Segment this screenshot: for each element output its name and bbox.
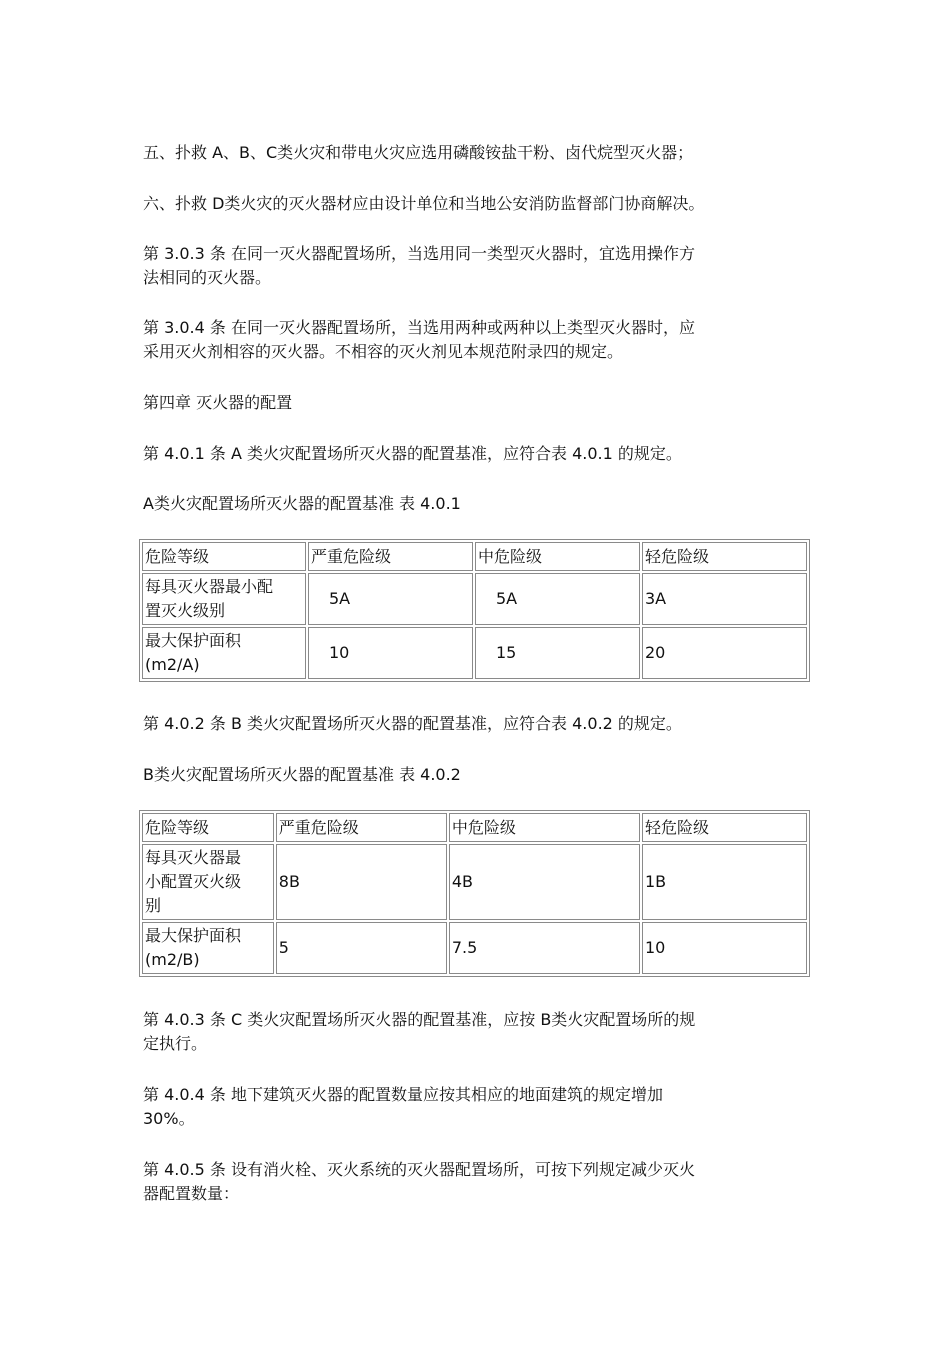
table-4-0-1-caption: A类火灾配置场所灭火器的配置基准 表 4.0.1 (143, 494, 461, 513)
table-row-label (142, 573, 306, 625)
table-row (142, 922, 807, 974)
row-label-line: 置灭火级别 (145, 601, 226, 620)
article-4-0-4-line1: 第 4.0.4 条 地下建筑灭火器的配置数量应按其相应的地面建筑的规定增加 (143, 1085, 663, 1104)
table-header-cell: 严重危险级 (308, 542, 473, 571)
table-cell: 10 (642, 922, 807, 974)
table-header-cell: 轻危险级 (642, 813, 807, 842)
table-cell: 3A (642, 573, 807, 625)
table-4-0-1 (139, 539, 810, 682)
table-cell: 4B (449, 844, 640, 920)
table-row (142, 542, 807, 571)
article-3-0-3-line2: 法相同的灭火器。 (143, 268, 272, 287)
article-4-0-5-line2: 器配置数量： (143, 1184, 240, 1203)
article-4-0-3 (143, 1008, 803, 1056)
table-4-0-2 (139, 810, 810, 977)
article-3-0-4-line1: 第 3.0.4 条 在同一灭火器配置场所，当选用两种或两种以上类型灭火器时，应 (143, 318, 695, 337)
row-label-line: (m2/B) (145, 950, 200, 969)
row-label-line: 每具灭火器最小配 (145, 577, 274, 596)
table-row (142, 844, 807, 920)
table-cell: 5A (475, 573, 640, 625)
table-header-cell: 严重危险级 (276, 813, 447, 842)
article-4-0-3-line2: 定执行。 (143, 1034, 208, 1053)
table-cell: 10 (308, 627, 473, 679)
row-label-line: 最大保护面积 (145, 631, 242, 650)
table-row (142, 813, 807, 842)
table-cell: 8B (276, 844, 447, 920)
chapter-4-title: 第四章 灭火器的配置 (143, 393, 293, 412)
article-4-0-5-line1: 第 4.0.5 条 设有消火栓、灭火系统的灭火器配置场所，可按下列规定减少灭火 (143, 1160, 695, 1179)
table-cell: 7.5 (449, 922, 640, 974)
article-4-0-5 (143, 1158, 803, 1206)
table-row-label (142, 922, 274, 974)
article-4-0-1: 第 4.0.1 条 A 类火灾配置场所灭火器的配置基准，应符合表 4.0.1 的规定。 (143, 444, 682, 463)
article-4-0-4 (143, 1083, 803, 1131)
table-header-cell: 中危险级 (449, 813, 640, 842)
table-cell: 5A (308, 573, 473, 625)
table-cell: 1B (642, 844, 807, 920)
article-3-0-4 (143, 316, 803, 364)
table-cell: 5 (276, 922, 447, 974)
row-label-line: 别 (145, 896, 162, 915)
row-label-line: 最大保护面积 (145, 926, 242, 945)
table-4-0-2-caption: B类火灾配置场所灭火器的配置基准 表 4.0.2 (143, 765, 461, 784)
clause-six: 六、扑救 D类火灾的灭火器材应由设计单位和当地公安消防监督部门协商解决。 (143, 194, 705, 213)
article-4-0-3-line1: 第 4.0.3 条 C 类火灾配置场所灭火器的配置基准，应按 B类火灾配置场所的规 (143, 1010, 696, 1029)
article-3-0-3 (143, 242, 803, 290)
row-label-line: (m2/A) (145, 655, 200, 674)
clause-five: 五、扑救 A、B、C类火灾和带电火灾应选用磷酸铵盐干粉、卤代烷型灭火器； (143, 143, 694, 162)
row-label-line: 小配置灭火级 (145, 872, 242, 891)
table-header-cell: 危险等级 (142, 542, 306, 571)
table-row-label (142, 844, 274, 920)
table-cell: 20 (642, 627, 807, 679)
table-cell: 15 (475, 627, 640, 679)
table-row (142, 627, 807, 679)
article-3-0-4-line2: 采用灭火剂相容的灭火器。不相容的灭火剂见本规范附录四的规定。 (143, 342, 624, 361)
article-3-0-3-line1: 第 3.0.3 条 在同一灭火器配置场所，当选用同一类型灭火器时，宜选用操作方 (143, 244, 695, 263)
table-header-cell: 轻危险级 (642, 542, 807, 571)
article-4-0-2: 第 4.0.2 条 B 类火灾配置场所灭火器的配置基准，应符合表 4.0.2 的规定。 (143, 714, 682, 733)
article-4-0-4-line2: 30%。 (143, 1109, 195, 1128)
table-row-label (142, 627, 306, 679)
table-header-cell: 中危险级 (475, 542, 640, 571)
row-label-line: 每具灭火器最 (145, 848, 242, 867)
table-row (142, 573, 807, 625)
table-header-cell: 危险等级 (142, 813, 274, 842)
